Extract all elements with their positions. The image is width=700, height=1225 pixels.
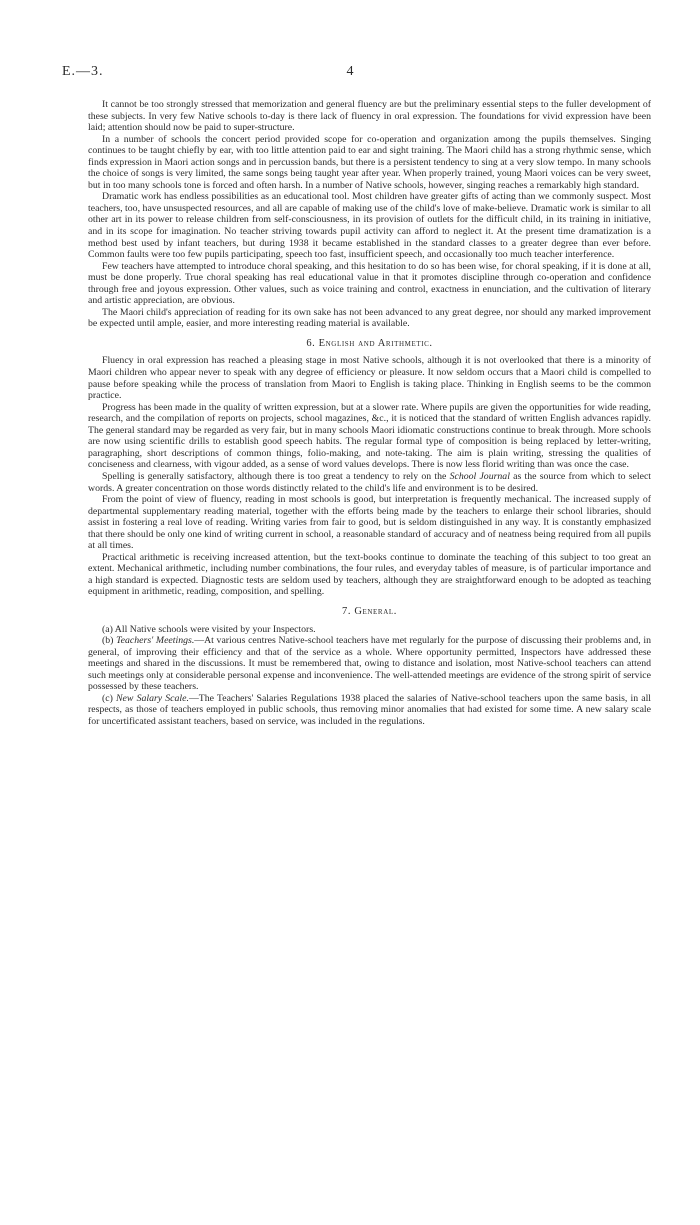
section-heading-english-arithmetic: 6. English and Arithmetic. — [306, 337, 433, 349]
paragraph-singing: In a number of schools the concert period provided scope for co-operation and organization among the pupils themselves. Singing continues to be taught chiefly by ear, with too little attention paid to ear and sight training. The Maori child has a strong rhythmic sense, which finds expression in Maori action songs and in percussion bands, but there is a persistent tendency to sing at a very slow tempo. In many schools the choice of songs is very limited, the same songs being taught year after year. When properly trained, young Maori voices can be very sweet, but in too many schools tone is forced and often harsh. In a number of Native schools, however, singing reaches a remarkably high standard. — [88, 133, 651, 191]
paragraph-reading-appreciation: The Maori child's appreciation of reading for its own sake has not been advanced to any great degree, nor should any marked improvement be expected until ample, easier, and more interesting reading material is available. — [88, 306, 651, 330]
item-b-teachers-meetings — [88, 635, 651, 693]
paragraph-reading-writing: From the point of view of fluency, reading in most schools is good, but interpretation is frequently mechanical. The increased supply of departmental supplementary reading material, together with the efforts being made by the teachers to enlarge their school libraries, should assist in fostering a real love of reading. Writing varies from fair to good, but is seldom distinguished in any way. It is constantly emphasized that there should be only one kind of writing current in school, a reasonable standard of accuracy and of neatness being required from all pupils at all times. — [88, 494, 651, 552]
document-body — [88, 99, 651, 727]
item-c-text: —The Teachers' Salaries Regulations 1938 placed the salaries of Native-school teachers upon the same basis, in all respects, as those of teachers employed in public schools, thus removing minor anomalies that had existed for some time. A new salary scale for uncertificated assistant teachers, based on service, was included in the regulations. — [88, 692, 652, 727]
page-header — [0, 64, 700, 84]
paragraph-spelling — [88, 471, 651, 494]
item-b-text: —At various centres Native-school teachers have met regularly for the purpose of discussing their problems and, in general, of improving their efficiency and that of the service as a whole. Where opportunity permitted, Inspectors have addressed these meetings and shared in the discussions. It must be remembered that, owing to distance and isolation, most Native-school teachers can attend such meetings only at considerable personal expense and inconvenience. The well-attended meetings are evidence of the strong spirit of service possessed by these teachers. — [88, 635, 651, 693]
paragraph-written-expression: Progress has been made in the quality of written expression, but at a slower rate. Where pupils are given the opportunities for wide reading, research, and the compilation of reports on projects, school magazines, &c., it is noticed that the standard of written English advances rapidly. The general standard may be regarded as very fair, but in many schools Maori idiomatic constructions continue to break through. More schools are now using scientific drills to establish good speech habits. The regular formal type of composition is being replaced by letter-writing, paragraphing, short descriptions of common things, folio-making, and note-taking. The aim is plain writing, stressing the qualities of conciseness and clearness, with vigour added, as a sense of word values develops. There is now less florid writing than was once the case. — [88, 401, 651, 471]
paragraph-oral-fluency: Fluency in oral expression has reached a pleasing stage in most Native schools, although it is not overlooked that there is a minority of Maori children who appear never to speak with any degree of efficiency or pleasure. It now seldom occurs that a Maori child is compelled to pause before speaking while the process of translation from Maori to English is taking place. Thinking in English seems to be the common practice. — [88, 355, 651, 402]
section-heading-general: 7. General. — [342, 605, 397, 617]
item-b-title: Teachers' Meetings. — [116, 635, 195, 647]
spelling-text-start: Spelling is generally satisfactory, although there is too great a tendency to rely on the — [102, 470, 450, 482]
item-c-salary-scale — [88, 693, 651, 728]
paragraph-dramatic-work: Dramatic work has endless possibilities as an educational tool. Most children have greater gifts of acting than we commonly suspect. Most teachers, too, have unsuspected resources, and all are capable of making use of the child's love of make-believe. Dramatic work is similar to all other art in its power to release children from self-consciousness, in its provision of outlets for the difficult child, in its training in initiative, and in its scope for imagination. No teacher striving towards pupil activity can afford to neglect it. At the present time dramatization is a method best used by infant teachers, but during 1938 it became established in the standard classes to a greater degree than ever before. Common faults were too few pupils participating, speech too fast, insufficient speech, and occasionally too much teacher interference. — [88, 191, 651, 261]
paragraph-arithmetic: Practical arithmetic is receiving increased attention, but the text-books continue to dominate the teaching of this subject to too great an extent. Mechanical arithmetic, including number combinations, the four rules, and everyday tables of measure, is of particular importance and a high standard is expected. Diagnostic tests are seldom used by teachers, although they are straightforward enough to be adopted as teaching equipment in arithmetic, reading, composition, and spelling. — [88, 551, 651, 598]
item-c-label: (c) — [102, 692, 117, 704]
paragraph-memorization: It cannot be too strongly stressed that memorization and general fluency are but the preliminary essential steps to the fuller development of these subjects. In very few Native schools to-day is there lack of fluency in oral expression. The foundations for vivid expression have been laid; attention should now be paid to super-structure. — [88, 99, 651, 134]
item-a-visits: (a) All Native schools were visited by your Inspectors. — [102, 623, 316, 635]
item-c-title: New Salary Scale. — [116, 692, 189, 704]
item-b-label: (b) — [102, 635, 117, 647]
document-reference: E.—3. — [62, 64, 104, 79]
spelling-text-end: as the source from which to select words. A greater concentration on those words distinctly related to the child's life and environment is to be desired. — [88, 470, 652, 494]
page-number: 4 — [346, 64, 354, 79]
paragraph-choral-speaking: Few teachers have attempted to introduce choral speaking, and this hesitation to do so has been wise, for choral speaking, if it is done at all, must be done properly. True choral speaking has real educational value in that it promotes discipline through co-operation and confidence through free and joyous expression. Other values, such as voice training and control, exactness in enunciation, and the cultivation of literary and artistic appreciation, are obvious. — [88, 260, 651, 307]
school-journal-title: School Journal — [449, 470, 510, 482]
